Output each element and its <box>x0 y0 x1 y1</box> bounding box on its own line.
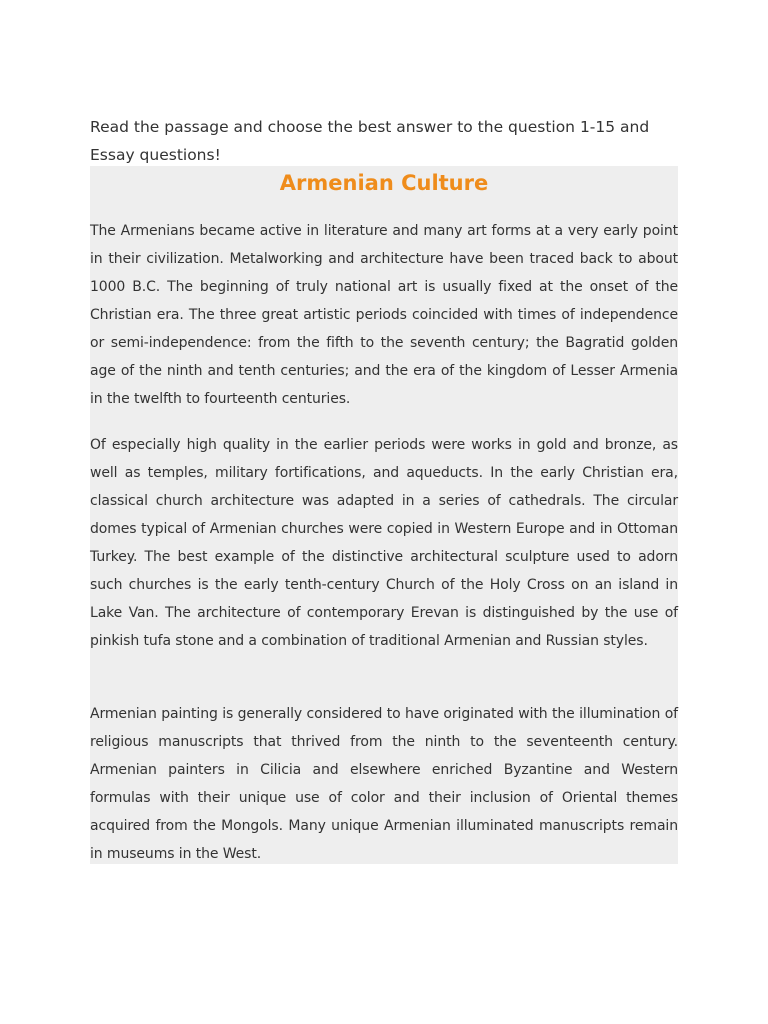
passage-paragraph-3: Armenian painting is generally considered to have originated with the illumination of religious manuscripts that thrived from the ninth to the seventeenth century. Armenian painters in Cilicia and elsewhere enriched Byzantine and Western formulas with their unique use of color and their inclusion of Oriental themes acquired from the Mongols. Many unique Armenian illuminated manuscripts remain in museums in the West. <box>90 706 678 862</box>
passage-paragraph-1: The Armenians became active in literature and many art forms at a very early point in their civilization. Metalworking and architecture have been traced back to about 1000 B.C. The beginning of truly national art is usually fixed at the onset of the Christian era. The three great artistic periods coincided with times of independence or semi-independence: from the fifth to the seventh century; the Bagratid golden age of the ninth and tenth centuries; and the era of the kingdom of Lesser Armenia in the twelfth to fourteenth centuries. <box>90 223 678 407</box>
passage-box <box>90 166 678 864</box>
passage-paragraph-2: Of especially high quality in the earlier periods were works in gold and bronze, as well as temples, military fortifications, and aqueducts. In the early Christian era, classical church architecture was adapted in a series of cathedrals. The circular domes typical of Armenian churches were copied in Western Europe and in Ottoman Turkey. The best example of the distinctive architectural sculpture used to adorn such churches is the early tenth-century Church of the Holy Cross on an island in Lake Van. The architecture of contemporary Erevan is distinguished by the use of pinkish tufa stone and a combination of traditional Armenian and Russian styles. <box>90 437 678 649</box>
instruction-text: Read the passage and choose the best answer to the question 1-15 and Essay questions! <box>90 117 650 164</box>
passage-title: Armenian Culture <box>279 171 489 195</box>
